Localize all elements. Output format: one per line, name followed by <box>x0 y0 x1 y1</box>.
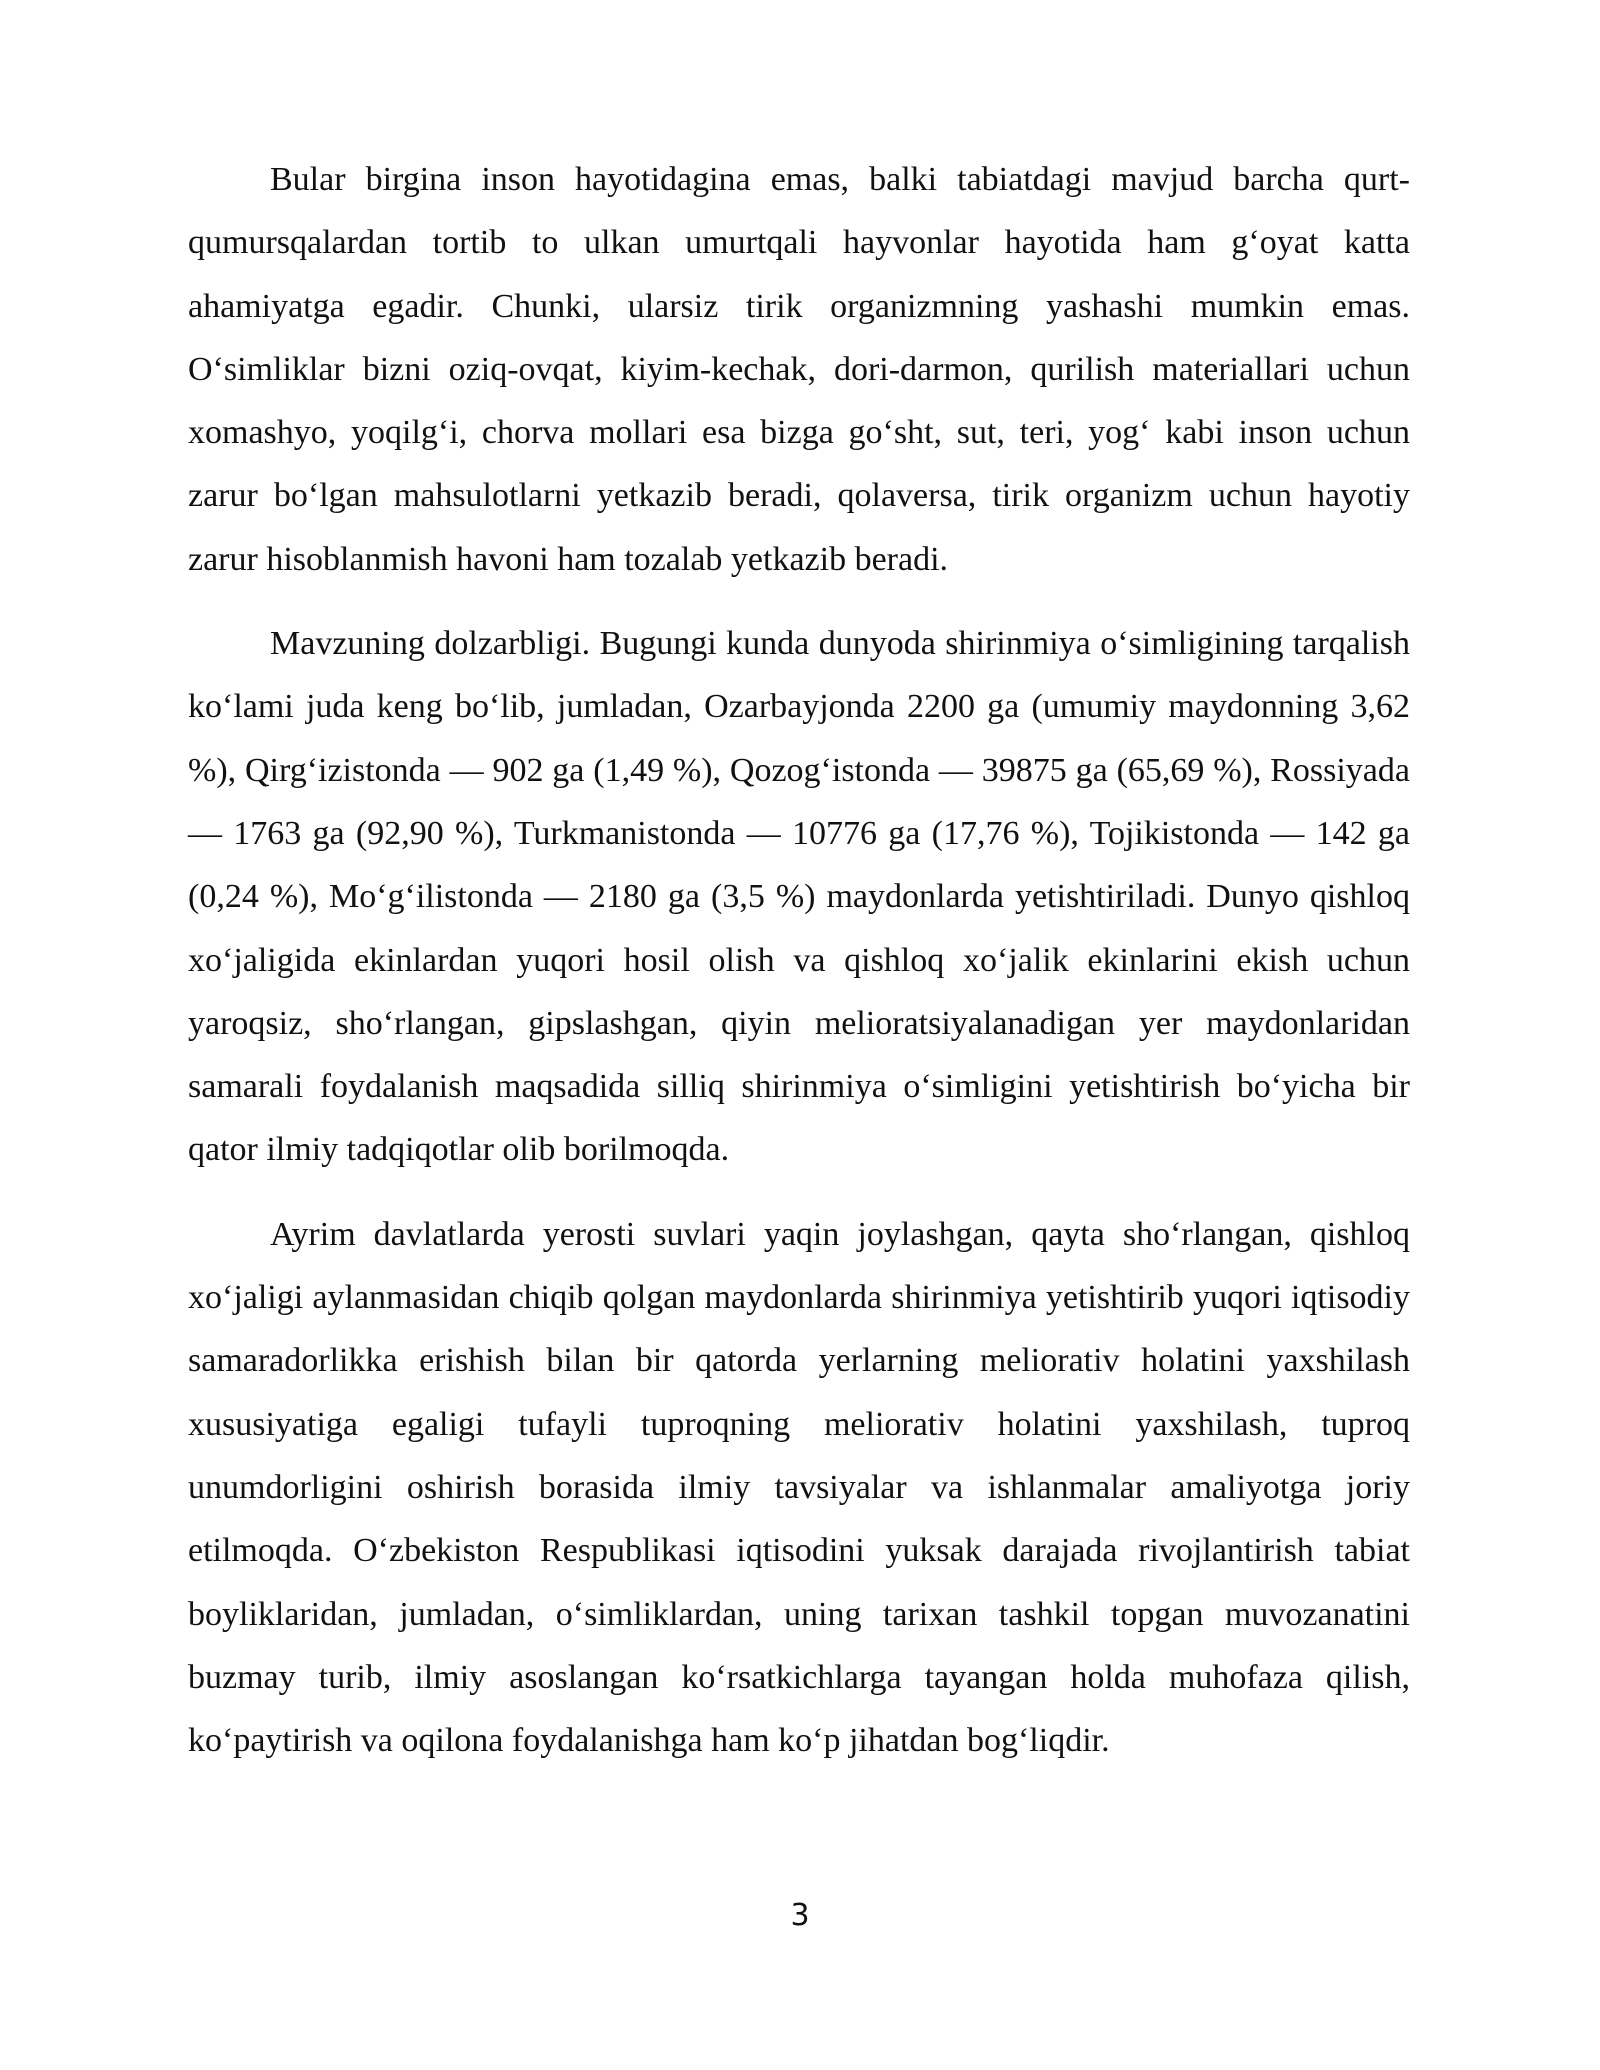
paragraph-2: Mavzuning dolzarbligi. Bugungi kunda dunyoda shirinmiya o‘simligining tarqalish ko‘lami juda keng bo‘lib, jumladan, Ozarbayjonda 2200 ga (umumiy maydonning 3,62 %), Qirg‘izistonda — 902 ga (1,49 %), Qozog‘istonda — 39875 ga (65,69 %), Rossiyada — 1763 ga (92,90 %), Turkmanistonda — 10776 ga (17,76 %), Tojikistonda — 142 ga (0,24 %), Mo‘g‘ilistonda — 2180 ga (3,5 %) maydonlarda yetishtiriladi. Dunyo qishloq xo‘jaligida ekinlardan yuqori hosil olish va qishloq xo‘jalik ekinlarini ekish uchun yaroqsiz, sho‘rlangan, gipslashgan, qiyin melioratsiyalanadigan yer maydonlaridan samarali foydalanish maqsadida silliq shirinmiya o‘simligini yetishtirish bo‘yicha bir qator ilmiy tadqiqotlar olib borilmoqda. <box>188 625 1410 1169</box>
paragraph-1: Bular birgina inson hayotidagina emas, balki tabiatdagi mavjud barcha qurt-qumursqalardan tortib to ulkan umurtqali hayvonlar hayotida ham g‘oyat katta ahamiyatga egadir. Chunki, ularsiz tirik organizmning yashashi mumkin emas. O‘simliklar bizni oziq-ovqat, kiyim-kechak, dori-darmon, qurilish materiallari uchun xomashyo, yoqilg‘i, chorva mollari esa bizga go‘sht, sut, teri, yog‘ kabi inson uchun zarur bo‘lgan mahsulotlarni yetkazib beradi, qolaversa, tirik organizm uchun hayotiy zarur hisoblanmish havoni ham tozalab yetkazib beradi. <box>188 161 1410 578</box>
paragraph-3: Ayrim davlatlarda yerosti suvlari yaqin joylashgan, qayta sho‘rlangan, qishloq xo‘jaligi aylanmasidan chiqib qolgan maydonlarda shirinmiya yetishtirib yuqori iqtisodiy samaradorlikka erishish bilan bir qatorda yerlarning meliorativ holatini yaxshilash xususiyatiga egaligi tufayli tuproqning meliorativ holatini yaxshilash, tuproq unumdorligini oshirish borasida ilmiy tavsiyalar va ishlanmalar amaliyotga joriy etilmoqda. O‘zbekiston Respublikasi iqtisodini yuksak darajada rivojlantirish tabiat boyliklaridan, jumladan, o‘simliklardan, uning tarixan tashkil topgan muvozanatini buzmay turib, ilmiy asoslangan ko‘rsatkichlarga tayangan holda muhofaza qilish, ko‘paytirish va oqilona foydalanishga ham ko‘p jihatdan bog‘liqdir. <box>188 1215 1410 1760</box>
page-number: 3 <box>790 1898 810 1933</box>
document-body <box>188 148 1410 1793</box>
